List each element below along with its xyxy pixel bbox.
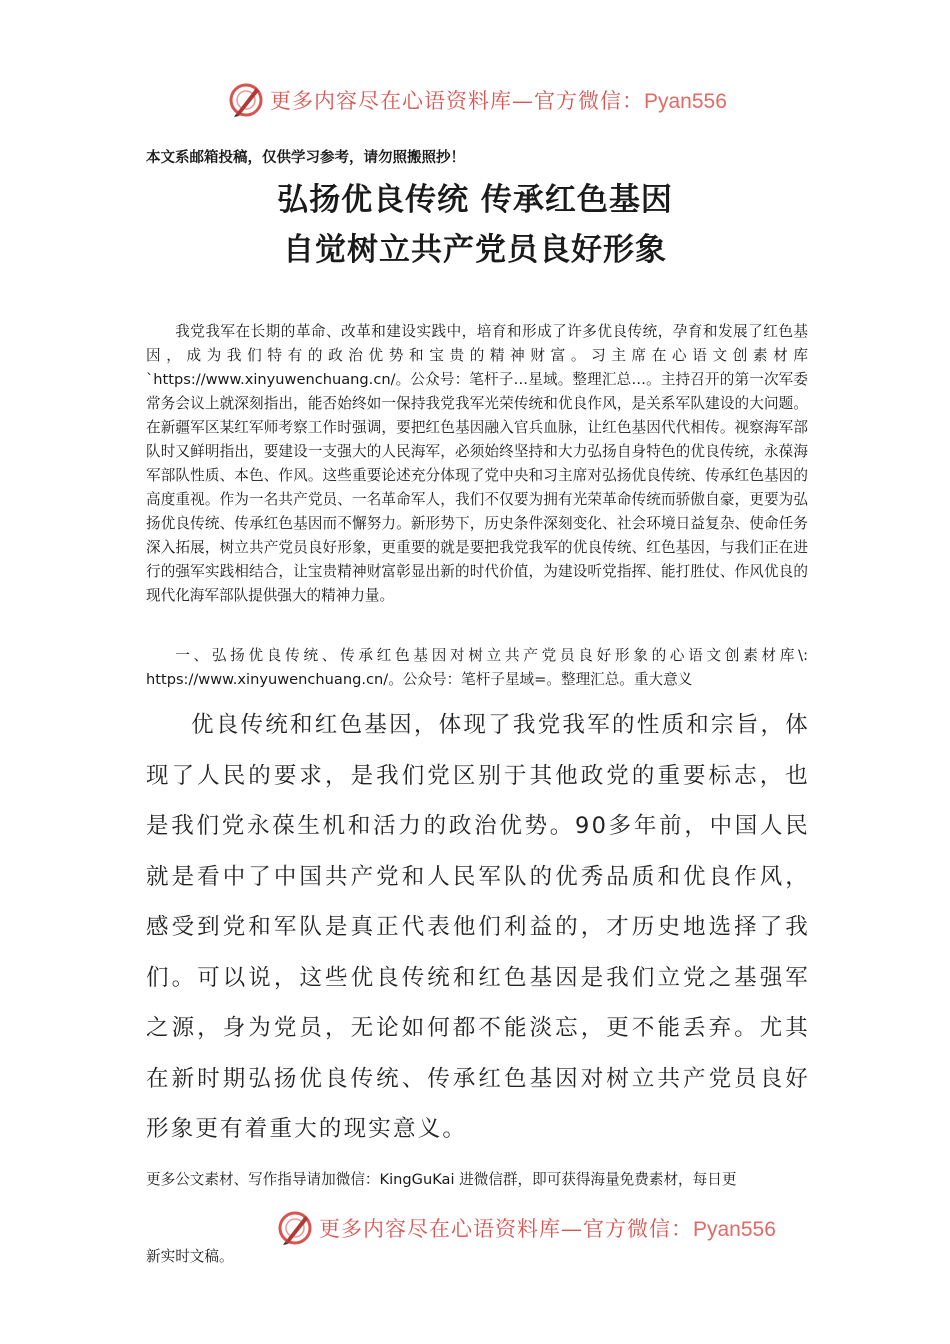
watermark-banner-bottom bbox=[275, 1206, 775, 1250]
document-title-line2: 自觉树立共产党员良好形象 bbox=[283, 232, 667, 268]
document-title-line1: 弘扬优良传统 传承红色基因 bbox=[277, 182, 673, 218]
watermark-wechat-label: 官方微信： bbox=[534, 89, 644, 113]
submission-notice: 本文系邮箱投稿，仅供学习参考，请勿照搬照抄！ bbox=[146, 149, 465, 166]
footer-contact-line: 更多公文素材、写作指导请加微信：KingGuKai 进微信群，即可获得海量免费素材，每日更 bbox=[146, 1171, 737, 1188]
watermark-separator: — bbox=[561, 1217, 583, 1241]
watermark-wechat-id: Pyan556 bbox=[644, 90, 727, 113]
watermark-banner-top bbox=[226, 78, 726, 122]
watermark-brand: 更多内容尽在心语资料库 bbox=[270, 89, 512, 113]
watermark-separator: — bbox=[512, 89, 534, 113]
intro-paragraph: 我党我军在长期的革命、改革和建设实践中，培育和形成了许多优良传统，孕育和发展了红色基因，成为我们特有的政治优势和宝贵的精神财富。习主席在心语文创素材库`https://www.xinyuwenchuang.cn/。公众号：笔杆子…星域。整理汇总…。主持召开的第一次军委常务会议上就深刻指出，能否始终如一保持我党我军光荣传统和优良作风，是关系军队建设的大问题。在新疆军区某红军师考察工作时强调，要把红色基因融入官兵血脉，让红色基因代代相传。视察海军部队时又鲜明指出，要建设一支强大的人民海军，必须始终坚持和大力弘扬自身特色的优良传统，永葆海军部队性质、本色、作风。这些重要论述充分体现了党中央和习主席对弘扬优良传统、传承红色基因的高度重视。作为一名共产党员、一名革命军人，我们不仅要为拥有光荣革命传统而骄傲自豪，更要为弘扬优良传统、传承红色基因而不懈努力。新形势下，历史条件深刻变化、社会环境日益复杂、使命任务深入拓展，树立共产党员良好形象，更重要的就是要把我党我军的优良传统、红色基因，与我们正在进行的强军实践相结合，让宝贵精神财富彰显出新的时代价值，为建设听党指挥、能打胜仗、作风优良的现代化海军部队提供强大的精神力量。 bbox=[146, 323, 808, 604]
watermark-brand: 更多内容尽在心语资料库 bbox=[319, 1217, 561, 1241]
watermark-text bbox=[319, 1213, 776, 1243]
watermark-wechat-label: 官方微信： bbox=[583, 1217, 693, 1241]
section-heading-paragraph: 一、弘扬优良传统、传承红色基因对树立共产党员良好形象的心语文创素材库\: https://www.xinyuwenchuang.cn/。公众号：笔杆子星域=。整理汇总。重大意义 bbox=[146, 647, 808, 688]
large-body-paragraph: 优良传统和红色基因，体现了我党我军的性质和宗旨，体现了人民的要求，是我们党区别于其他政党的重要标志，也是我们党永葆生机和活力的政治优势。90多年前，中国人民就是看中了中国共产党和人民军队的优秀品质和优良作风，感受到党和军队是真正代表他们利益的，才历史地选择了我们。可以说，这些优良传统和红色基因是我们立党之基强军之源，身为党员，无论如何都不能淡忘，更不能丢弃。尤其在新时期弘扬优良传统、传承红色基因对树立共产党员良好形象更有着重大的现实意义。 bbox=[146, 712, 810, 1142]
pen-circle-logo-icon bbox=[275, 1208, 315, 1248]
pen-circle-logo-icon bbox=[226, 80, 266, 120]
watermark-wechat-id: Pyan556 bbox=[693, 1218, 776, 1241]
watermark-text bbox=[270, 85, 727, 115]
footer-continuation-line: 新实时文稿。 bbox=[146, 1248, 234, 1265]
